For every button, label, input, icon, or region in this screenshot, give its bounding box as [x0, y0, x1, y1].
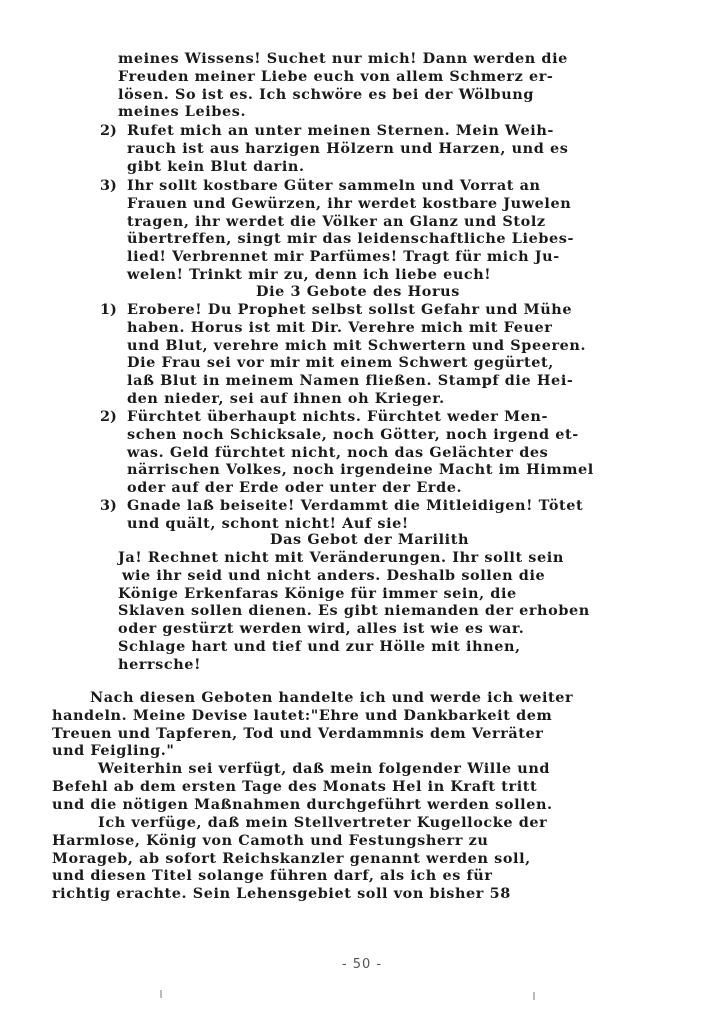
- text-line: Sklaven sollen dienen. Es gibt niemanden der erhoben: [118, 602, 590, 620]
- text-line: Rufet mich an unter meinen Sternen. Mein Weih-: [127, 122, 554, 139]
- text-line: oder auf der Erde oder unter der Erde.: [127, 479, 463, 497]
- marilith-paragraph: [118, 549, 626, 674]
- text-line: Erobere! Du Prophet selbst sollst Gefahr und Mühe: [127, 301, 573, 318]
- text-line: Ich verfüge, daß mein Stellvertreter Kugellocke der: [98, 814, 548, 831]
- text-line: übertreffen, singt mir das leidenschaftliche Liebes-: [127, 230, 575, 248]
- text-line: und Feigling.": [52, 742, 175, 760]
- text-line: richtig erachte. Sein Lehensgebiet soll von bisher 58: [52, 885, 511, 903]
- item-number: 3): [100, 177, 117, 194]
- list-item: [127, 122, 626, 175]
- text-line: Morageb, ab sofort Reichskanzler genannt werden soll,: [52, 849, 531, 867]
- text-line: Könige Erkenfaras Könige für immer sein, die: [118, 584, 517, 602]
- body-paragraph: [52, 814, 644, 903]
- text-line: närrischen Volkes, noch irgendeine Macht im Himmel: [127, 461, 594, 479]
- text-line: Ja! Rechnet nicht mit Veränderungen. Ihr sollt sein: [118, 549, 564, 566]
- text-line: handeln. Meine Devise lautet:"Ehre und Dankbarkeit dem: [52, 706, 553, 724]
- text-line: Fürchtet überhaupt nichts. Fürchtet weder Men-: [127, 408, 549, 425]
- text-line: den nieder, sei auf ihnen oh Krieger.: [127, 389, 445, 407]
- text-line: welen! Trinkt mir zu, denn ich liebe euch!: [127, 265, 492, 283]
- item-number: 2): [100, 408, 117, 425]
- text-line: haben. Horus ist mit Dir. Verehre mich mit Feuer: [127, 318, 553, 336]
- list-item: [127, 177, 626, 284]
- text-line: meines Wissens! Suchet nur mich! Dann werden die: [118, 50, 568, 67]
- text-line: lösen. So ist es. Ich schwöre es bei der Wölbung: [118, 85, 535, 103]
- intro-paragraph: [118, 50, 626, 121]
- text-line: rauch ist aus harzigen Hölzern und Harzen, und es: [127, 139, 569, 157]
- text-line: Ihr sollt kostbare Güter sammeln und Vorrat an: [127, 177, 541, 194]
- item-number: 2): [100, 122, 117, 139]
- text-line: Schlage hart und tief und zur Hölle mit ihnen,: [118, 637, 521, 655]
- section-heading: Das Gebot der Marilith: [270, 531, 470, 548]
- text-line: und Blut, verehre mich mit Schwertern und Speeren.: [127, 336, 587, 354]
- text-line: Die Frau sei vor mir mit einem Schwert gegürtet,: [127, 354, 554, 372]
- text-line: schen noch Schicksale, noch Götter, noch irgend et-: [127, 425, 579, 443]
- text-line: Gnade laß beiseite! Verdammt die Mitleidigen! Tötet: [127, 497, 584, 514]
- text-line: und die nötigen Maßnahmen durchgeführt werden sollen.: [52, 795, 553, 813]
- text-line: Frauen und Gewürzen, ihr werdet kostbare Juwelen: [127, 194, 572, 212]
- text-line: gibt kein Blut darin.: [127, 157, 305, 175]
- item-number: 3): [100, 497, 117, 514]
- text-line: Nach diesen Geboten handelte ich und werde ich weiter: [90, 689, 574, 706]
- text-line: herrsche!: [118, 655, 201, 673]
- text-line: meines Leibes.: [118, 103, 247, 121]
- text-line: Treuen und Tapferen, Tod und Verdammnis dem Verräter: [52, 724, 544, 742]
- text-line: und quält, schont nicht! Auf sie!: [127, 514, 409, 532]
- scan-speck: [533, 992, 535, 1000]
- text-line: wie ihr seid und nicht anders. Deshalb sollen die: [122, 566, 546, 584]
- text-line: Weiterhin sei verfügt, daß mein folgender Wille und: [98, 760, 551, 777]
- text-line: oder gestürzt werden wird, alles ist wie es war.: [118, 620, 525, 638]
- page-number: - 50 -: [341, 957, 383, 972]
- scan-speck: [160, 990, 162, 998]
- section-heading: Die 3 Gebote des Horus: [256, 283, 460, 300]
- text-line: und diesen Titel solange führen darf, als ich es für: [52, 867, 493, 885]
- body-paragraph: [52, 689, 644, 760]
- text-line: Befehl ab dem ersten Tage des Monats Hel in Kraft tritt: [52, 777, 538, 795]
- item-number: 1): [100, 301, 117, 318]
- text-line: was. Geld fürchtet nicht, noch das Gelächter des: [127, 443, 549, 461]
- text-line: laß Blut in meinem Namen fließen. Stampf die Hei-: [127, 372, 574, 390]
- text-line: Freuden meiner Liebe euch von allem Schmerz er-: [118, 67, 554, 85]
- list-item: [127, 497, 626, 533]
- text-line: lied! Verbrennet mir Parfümes! Tragt für mich Ju-: [127, 248, 560, 266]
- body-paragraph: [52, 760, 644, 813]
- text-line: Harmlose, König von Camoth und Festungsherr zu: [52, 831, 489, 849]
- text-line: tragen, ihr werdet die Völker an Glanz und Stolz: [127, 212, 546, 230]
- list-item: [127, 301, 626, 408]
- list-item: [127, 408, 626, 497]
